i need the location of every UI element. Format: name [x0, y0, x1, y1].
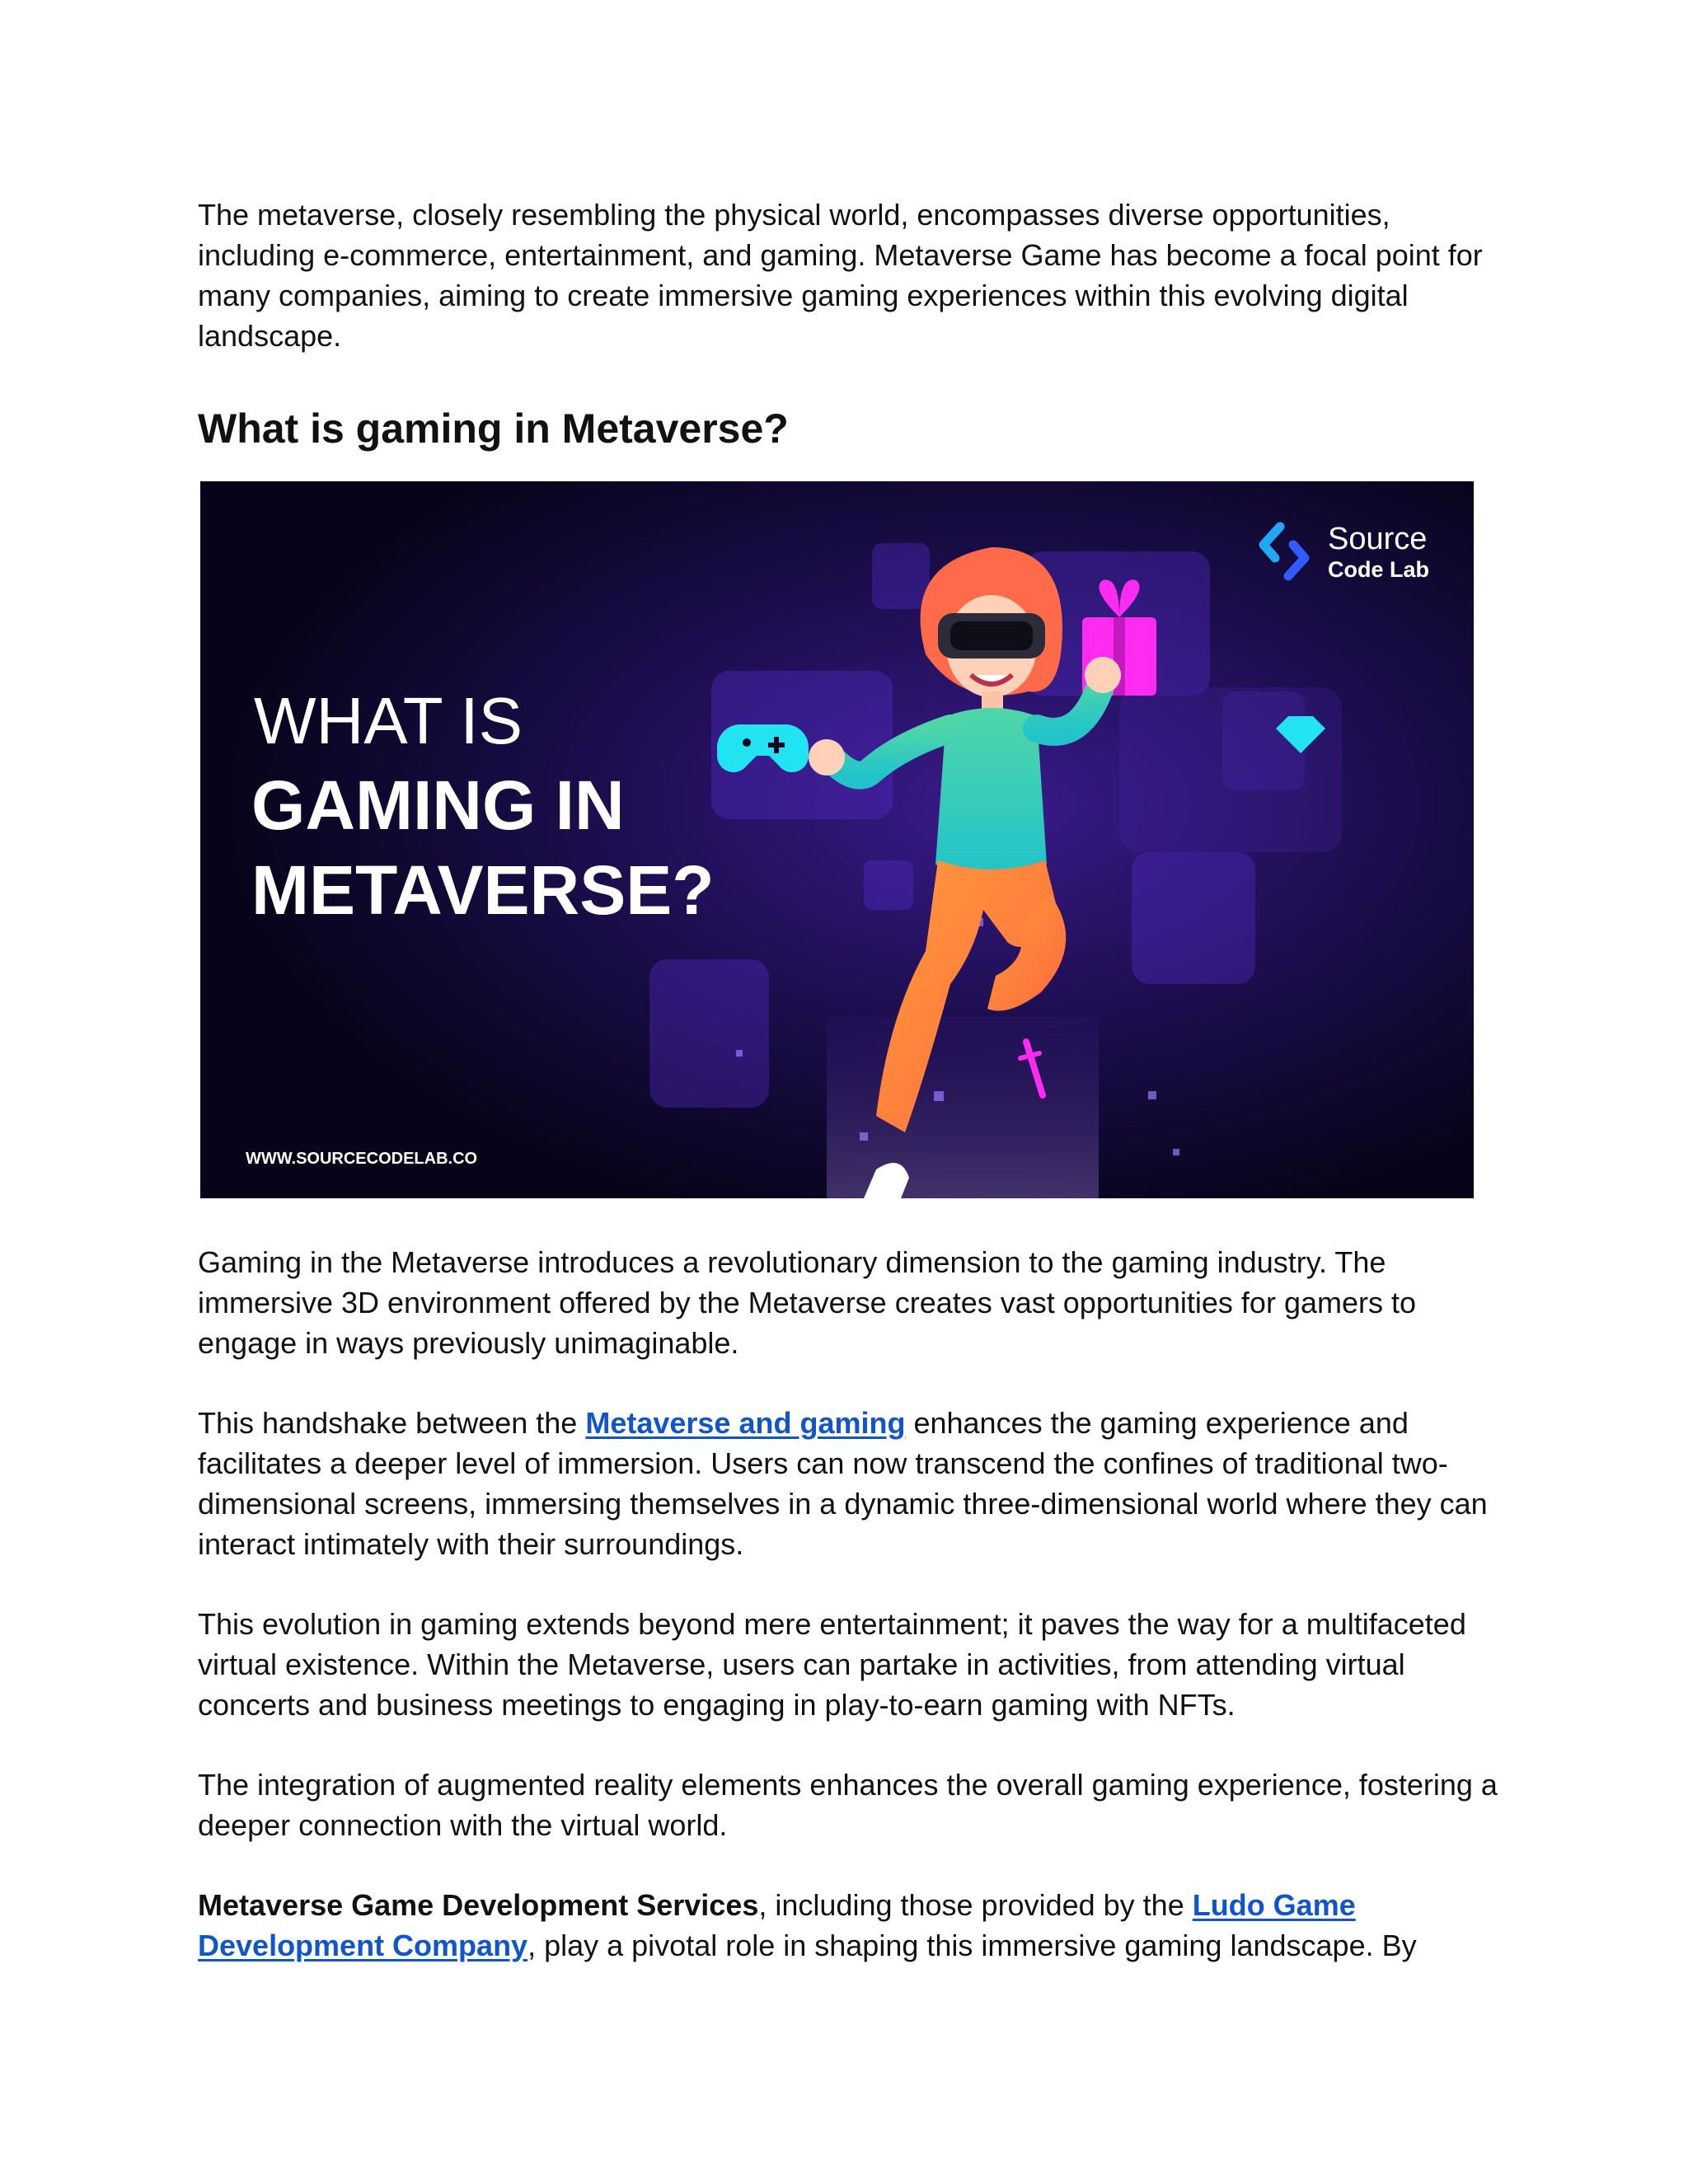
paragraph-handshake-text-end: enhances the gaming experience and facilitates a deeper level of immersion. Users can now transcend the confines of traditional two-dimensional screens, immersing themselves in a dynamic three-dimensional world where they can interact intimately with their surroundings.	[198, 1406, 1488, 1561]
paragraph-gaming-intro: Gaming in the Metaverse introduces a revolutionary dimension to the gaming industry. The immersive 3D environment offered by the Metaverse creates vast opportunities for gamers to engage in ways previously unimaginable.	[198, 1245, 1417, 1360]
hero-banner-image	[200, 481, 1474, 1198]
paragraph-handshake-text-start: This handshake between the	[198, 1406, 586, 1440]
ludo-game-development-company-link[interactable]: Ludo Game Development Company	[198, 1888, 1356, 1962]
paragraph-evolution: This evolution in gaming extends beyond mere entertainment; it paves the way for a multifaceted virtual existence. Within the Metaverse, users can partake in activities, from attending virtual concerts and business meetings to engaging in play-to-earn gaming with NFTs.	[198, 1607, 1466, 1722]
section-heading: What is gaming in Metaverse?	[198, 405, 789, 452]
intro-paragraph: The metaverse, closely resembling the physical world, encompasses diverse opportunities, including e-commerce, entertainment, and gaming. Metaverse Game has become a focal point for many companies, aiming to create immersive gaming experiences within this evolving digital landscape.	[198, 198, 1483, 353]
logo-text-code-lab: Code Lab	[1328, 557, 1430, 582]
logo-text-source: Source	[1328, 522, 1428, 556]
metaverse-and-gaming-link[interactable]: Metaverse and gaming	[585, 1406, 906, 1440]
document-body	[198, 194, 1500, 455]
document-body-continued	[198, 1242, 1500, 1966]
banner-headline-line1: WHAT IS	[254, 684, 523, 757]
paragraph-handshake	[198, 1403, 1500, 1564]
banner-headline-line2: GAMING IN	[251, 766, 625, 844]
development-services-mid: , including those provided by the	[758, 1888, 1193, 1922]
banner-headline-line3: METAVERSE?	[251, 851, 715, 929]
development-services-bold: Metaverse Game Development Services	[198, 1888, 759, 1922]
paragraph-augmented-reality: The integration of augmented reality elements enhances the overall gaming experience, fostering a deeper connection with the virtual world.	[198, 1768, 1498, 1842]
development-services-end: , play a pivotal role in shaping this immersive gaming landscape. By	[528, 1929, 1417, 1962]
paragraph-development-services	[198, 1885, 1500, 1966]
banner-url: WWW.SOURCECODELAB.CO	[246, 1150, 478, 1168]
